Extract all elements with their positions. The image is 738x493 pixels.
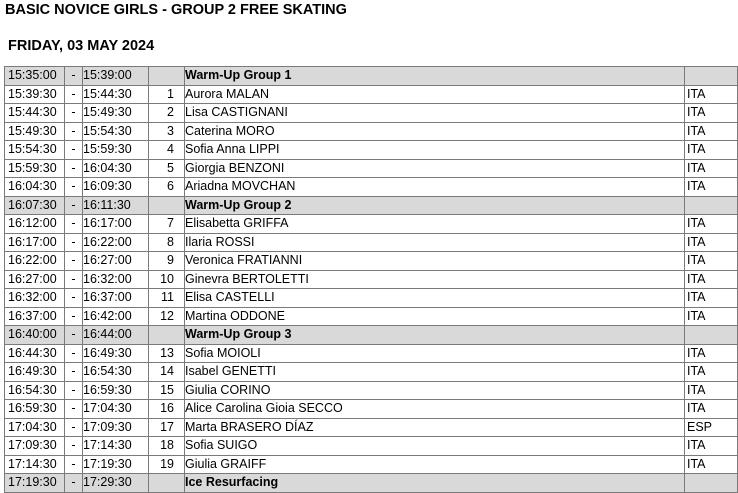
start-number: 2 xyxy=(149,104,185,123)
nation: ITA xyxy=(685,289,738,308)
end-time: 15:44:30 xyxy=(83,85,149,104)
start-number: 13 xyxy=(149,344,185,363)
start-time: 16:17:00 xyxy=(5,233,65,252)
nation xyxy=(685,196,738,215)
time-separator: - xyxy=(65,400,83,419)
nation xyxy=(685,474,738,493)
skater-row xyxy=(5,289,738,308)
time-separator: - xyxy=(65,437,83,456)
nation: ITA xyxy=(685,122,738,141)
skater-row xyxy=(5,344,738,363)
skater-name: Giulia GRAIFF xyxy=(185,455,685,474)
skater-name: Sofia Anna LIPPI xyxy=(185,141,685,160)
start-time: 15:39:30 xyxy=(5,85,65,104)
skater-name: Aurora MALAN xyxy=(185,85,685,104)
time-separator: - xyxy=(65,307,83,326)
start-number: 14 xyxy=(149,363,185,382)
skater-row xyxy=(5,104,738,123)
time-separator: - xyxy=(65,474,83,493)
nation: ITA xyxy=(685,215,738,234)
end-time: 16:42:00 xyxy=(83,307,149,326)
skater-name: Alice Carolina Gioia SECCO xyxy=(185,400,685,419)
nation: ITA xyxy=(685,400,738,419)
start-time: 15:59:30 xyxy=(5,159,65,178)
start-time: 16:54:30 xyxy=(5,381,65,400)
skater-row xyxy=(5,233,738,252)
end-time: 16:37:00 xyxy=(83,289,149,308)
schedule-date: FRIDAY, 03 MAY 2024 xyxy=(8,38,155,54)
skater-name: Sofia MOIOLI xyxy=(185,344,685,363)
nation: ITA xyxy=(685,270,738,289)
skater-name: Caterina MORO xyxy=(185,122,685,141)
time-separator: - xyxy=(65,141,83,160)
skater-row xyxy=(5,418,738,437)
time-separator: - xyxy=(65,85,83,104)
time-separator: - xyxy=(65,363,83,382)
start-time: 17:19:30 xyxy=(5,474,65,493)
skater-name: Lisa CASTIGNANI xyxy=(185,104,685,123)
skater-row xyxy=(5,437,738,456)
time-separator: - xyxy=(65,289,83,308)
time-separator: - xyxy=(65,270,83,289)
skater-row xyxy=(5,270,738,289)
start-number: 18 xyxy=(149,437,185,456)
end-time: 16:22:00 xyxy=(83,233,149,252)
nation: ITA xyxy=(685,141,738,160)
start-number: 5 xyxy=(149,159,185,178)
start-time: 16:04:30 xyxy=(5,178,65,197)
start-number: 19 xyxy=(149,455,185,474)
end-time: 15:49:30 xyxy=(83,104,149,123)
skater-row xyxy=(5,159,738,178)
nation: ITA xyxy=(685,381,738,400)
end-time: 16:04:30 xyxy=(83,159,149,178)
warmup-row xyxy=(5,67,738,86)
start-time: 16:40:00 xyxy=(5,326,65,345)
session-label: Warm-Up Group 2 xyxy=(185,196,685,215)
skater-row xyxy=(5,215,738,234)
start-number: 17 xyxy=(149,418,185,437)
skater-row xyxy=(5,455,738,474)
start-number: 16 xyxy=(149,400,185,419)
skater-name: Marta BRASERO DÍAZ xyxy=(185,418,685,437)
skater-name: Ariadna MOVCHAN xyxy=(185,178,685,197)
end-time: 17:09:30 xyxy=(83,418,149,437)
end-time: 15:54:30 xyxy=(83,122,149,141)
start-number: 9 xyxy=(149,252,185,271)
nation: ITA xyxy=(685,178,738,197)
nation: ITA xyxy=(685,455,738,474)
nation: ITA xyxy=(685,252,738,271)
start-time: 15:49:30 xyxy=(5,122,65,141)
start-number: 11 xyxy=(149,289,185,308)
start-time: 16:27:00 xyxy=(5,270,65,289)
time-separator: - xyxy=(65,233,83,252)
session-label: Warm-Up Group 3 xyxy=(185,326,685,345)
end-time: 17:19:30 xyxy=(83,455,149,474)
time-separator: - xyxy=(65,344,83,363)
skater-row xyxy=(5,178,738,197)
start-number xyxy=(149,196,185,215)
time-separator: - xyxy=(65,122,83,141)
start-time: 16:12:00 xyxy=(5,215,65,234)
skater-row xyxy=(5,307,738,326)
nation: ITA xyxy=(685,104,738,123)
end-time: 16:49:30 xyxy=(83,344,149,363)
skater-name: Ginevra BERTOLETTI xyxy=(185,270,685,289)
start-number: 6 xyxy=(149,178,185,197)
skater-name: Ilaria ROSSI xyxy=(185,233,685,252)
warmup-row xyxy=(5,326,738,345)
start-time: 16:07:30 xyxy=(5,196,65,215)
start-time: 17:04:30 xyxy=(5,418,65,437)
skater-name: Veronica FRATIANNI xyxy=(185,252,685,271)
nation: ITA xyxy=(685,85,738,104)
time-separator: - xyxy=(65,196,83,215)
start-number: 10 xyxy=(149,270,185,289)
schedule-table xyxy=(4,66,738,493)
nation: ITA xyxy=(685,233,738,252)
start-number: 7 xyxy=(149,215,185,234)
skater-row xyxy=(5,252,738,271)
end-time: 16:17:00 xyxy=(83,215,149,234)
end-time: 16:44:00 xyxy=(83,326,149,345)
start-number: 1 xyxy=(149,85,185,104)
end-time: 17:04:30 xyxy=(83,400,149,419)
time-separator: - xyxy=(65,418,83,437)
skater-name: Isabel GENETTI xyxy=(185,363,685,382)
warmup-row xyxy=(5,474,738,493)
end-time: 16:54:30 xyxy=(83,363,149,382)
end-time: 17:14:30 xyxy=(83,437,149,456)
start-time: 17:14:30 xyxy=(5,455,65,474)
start-time: 15:54:30 xyxy=(5,141,65,160)
start-time: 15:44:30 xyxy=(5,104,65,123)
end-time: 15:39:00 xyxy=(83,67,149,86)
time-separator: - xyxy=(65,252,83,271)
skater-name: Giulia CORINO xyxy=(185,381,685,400)
nation: ITA xyxy=(685,307,738,326)
end-time: 16:59:30 xyxy=(83,381,149,400)
time-separator: - xyxy=(65,67,83,86)
end-time: 16:11:30 xyxy=(83,196,149,215)
skater-name: Sofia SUIGO xyxy=(185,437,685,456)
start-time: 16:44:30 xyxy=(5,344,65,363)
nation: ITA xyxy=(685,344,738,363)
end-time: 17:29:30 xyxy=(83,474,149,493)
start-number: 3 xyxy=(149,122,185,141)
skater-row xyxy=(5,122,738,141)
start-time: 15:35:00 xyxy=(5,67,65,86)
page-title: BASIC NOVICE GIRLS - GROUP 2 FREE SKATING xyxy=(5,2,347,18)
session-label: Warm-Up Group 1 xyxy=(185,67,685,86)
time-separator: - xyxy=(65,178,83,197)
nation xyxy=(685,326,738,345)
nation xyxy=(685,67,738,86)
start-time: 16:22:00 xyxy=(5,252,65,271)
time-separator: - xyxy=(65,104,83,123)
start-time: 16:59:30 xyxy=(5,400,65,419)
end-time: 16:09:30 xyxy=(83,178,149,197)
time-separator: - xyxy=(65,326,83,345)
start-number: 8 xyxy=(149,233,185,252)
skater-name: Elisa CASTELLI xyxy=(185,289,685,308)
time-separator: - xyxy=(65,455,83,474)
start-number: 12 xyxy=(149,307,185,326)
skater-row xyxy=(5,381,738,400)
time-separator: - xyxy=(65,215,83,234)
start-time: 17:09:30 xyxy=(5,437,65,456)
time-separator: - xyxy=(65,381,83,400)
start-number: 15 xyxy=(149,381,185,400)
warmup-row xyxy=(5,196,738,215)
skater-row xyxy=(5,400,738,419)
time-separator: - xyxy=(65,159,83,178)
start-time: 16:37:00 xyxy=(5,307,65,326)
skater-row xyxy=(5,85,738,104)
nation: ESP xyxy=(685,418,738,437)
schedule-body xyxy=(5,67,738,493)
start-number xyxy=(149,326,185,345)
end-time: 16:27:00 xyxy=(83,252,149,271)
end-time: 16:32:00 xyxy=(83,270,149,289)
nation: ITA xyxy=(685,159,738,178)
nation: ITA xyxy=(685,437,738,456)
nation: ITA xyxy=(685,363,738,382)
skater-name: Elisabetta GRIFFA xyxy=(185,215,685,234)
skater-name: Martina ODDONE xyxy=(185,307,685,326)
skater-name: Giorgia BENZONI xyxy=(185,159,685,178)
start-time: 16:49:30 xyxy=(5,363,65,382)
skater-row xyxy=(5,141,738,160)
session-label: Ice Resurfacing xyxy=(185,474,685,493)
start-number xyxy=(149,67,185,86)
end-time: 15:59:30 xyxy=(83,141,149,160)
start-number: 4 xyxy=(149,141,185,160)
start-number xyxy=(149,474,185,493)
start-time: 16:32:00 xyxy=(5,289,65,308)
skater-row xyxy=(5,363,738,382)
